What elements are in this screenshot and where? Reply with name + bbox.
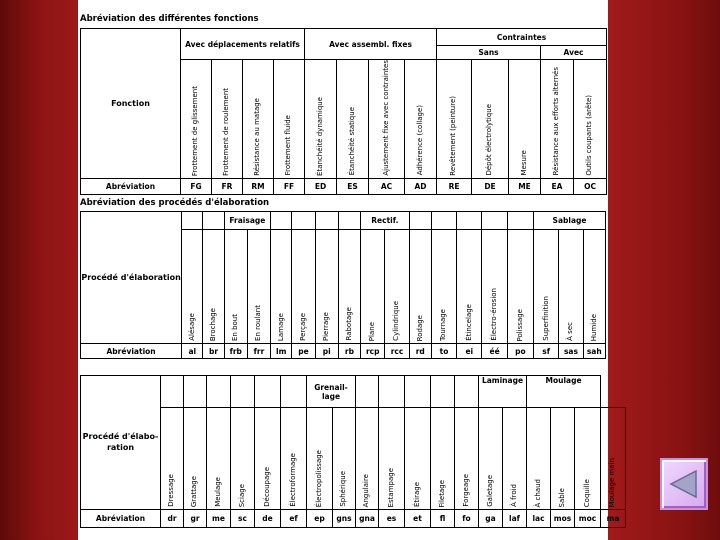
group-sablage: Sablage bbox=[534, 212, 606, 230]
procede2-column-name: Sciage bbox=[237, 483, 246, 507]
procede-abbr-cell: rb bbox=[338, 344, 360, 359]
procede-abbr-cell: sas bbox=[559, 344, 583, 359]
procede2-name-cell bbox=[379, 408, 405, 510]
procede2-name-cell bbox=[356, 408, 379, 510]
group-grenaillage: Grenail-lage bbox=[307, 376, 356, 408]
procede-column-name: Lamage bbox=[276, 312, 285, 341]
fonction-name-cell bbox=[541, 60, 574, 179]
procede-column-name: Tournage bbox=[439, 308, 448, 341]
fonction-name-cell bbox=[274, 60, 305, 179]
procede2-name-cell bbox=[231, 408, 255, 510]
procede2-name-cell bbox=[479, 408, 503, 510]
procede-name-cell bbox=[457, 230, 482, 344]
procede-abbr-cell: lm bbox=[271, 344, 292, 359]
fonction-abbr-cell: ED bbox=[305, 178, 337, 194]
procede2-column-name: Galetage bbox=[485, 475, 494, 507]
fonction-abbr-cell: FF bbox=[274, 178, 305, 194]
fonction-column-name: Résistance aux efforts alternés bbox=[552, 67, 561, 176]
fonction-column-name: Étanchéité dynamique bbox=[315, 96, 324, 176]
procede-column-name: Pierrage bbox=[322, 312, 331, 341]
procede2-abbr-cell: ga bbox=[479, 510, 503, 528]
group-deplacements-relatifs: Avec déplacements relatifs bbox=[181, 29, 305, 60]
procede-abbr-cell: sah bbox=[583, 344, 605, 359]
group-moulage: Moulage bbox=[527, 376, 601, 408]
procede-abbr-cell: éé bbox=[482, 344, 507, 359]
procede2-name-cell bbox=[431, 408, 455, 510]
fonction-abbr-cell: FG bbox=[181, 178, 212, 194]
fonction-abbr-cell: AC bbox=[369, 178, 405, 194]
triangle-left-icon bbox=[667, 467, 701, 501]
procede2-column-name: Étirage bbox=[412, 481, 421, 507]
section2-row-label: Procédé d'élaboration bbox=[81, 212, 182, 344]
procede-name-cell bbox=[338, 230, 360, 344]
procede2-abbr-cell: gns bbox=[333, 510, 356, 528]
procede-name-cell bbox=[559, 230, 583, 344]
procede-column-name: Polissage bbox=[515, 308, 524, 341]
procede-name-cell bbox=[385, 230, 409, 344]
section1-row-label: Fonction bbox=[81, 29, 181, 179]
procede2-name-cell bbox=[307, 408, 333, 510]
fonction-abbr-cell: ME bbox=[509, 178, 541, 194]
procede-abbr-cell: rcp bbox=[361, 344, 385, 359]
document-page bbox=[78, 0, 620, 540]
section3-abbr-label: Abréviation bbox=[81, 510, 161, 528]
procede-column-name: Brochage bbox=[208, 307, 217, 341]
procede-column-name: Superfinition bbox=[541, 296, 550, 341]
procede2-name-cell bbox=[161, 408, 184, 510]
procede-column-name: Rodage bbox=[415, 314, 424, 341]
procede2-abbr-cell: moc bbox=[575, 510, 601, 528]
procede2-name-cell bbox=[551, 408, 575, 510]
procede2-abbr-cell: fo bbox=[455, 510, 479, 528]
procede-name-cell bbox=[534, 230, 559, 344]
procede2-column-name: Sable bbox=[557, 487, 566, 507]
fonction-column-name: Étanchéité statique bbox=[347, 107, 356, 176]
fonction-column-name: Dépôt électrolytique bbox=[485, 104, 494, 176]
procede2-name-cell bbox=[184, 408, 207, 510]
fonction-name-cell bbox=[437, 60, 472, 179]
procedes-table-1 bbox=[80, 211, 606, 359]
fonction-abbr-cell: ES bbox=[337, 178, 369, 194]
procede2-abbr-cell: de bbox=[255, 510, 281, 528]
fonction-name-cell bbox=[574, 60, 607, 179]
procede-name-cell bbox=[203, 230, 224, 344]
group-sans: Sans bbox=[437, 46, 541, 60]
procede2-column-name: Angulaire bbox=[362, 473, 371, 507]
group-rectif: Rectif. bbox=[361, 212, 410, 230]
procede2-name-cell bbox=[503, 408, 527, 510]
procede2-column-name: À chaud bbox=[533, 478, 542, 507]
procede2-column-name: Découpage bbox=[262, 467, 271, 507]
procede2-abbr-cell: ep bbox=[307, 510, 333, 528]
procede-name-cell bbox=[247, 230, 270, 344]
procede2-column-name: Estampage bbox=[386, 467, 395, 507]
procede-abbr-cell: po bbox=[507, 344, 533, 359]
fonction-name-cell bbox=[472, 60, 509, 179]
procede-abbr-cell: ei bbox=[457, 344, 482, 359]
procede-column-name: Alésage bbox=[187, 313, 196, 341]
procede2-column-name: À froid bbox=[509, 484, 518, 507]
functions-table bbox=[80, 28, 607, 195]
procede-column-name: Perçage bbox=[298, 313, 307, 341]
procedes-table-2 bbox=[80, 375, 626, 528]
previous-slide-button[interactable] bbox=[660, 458, 708, 510]
procede-abbr-cell: rcc bbox=[385, 344, 409, 359]
procede2-column-name: Forgeage bbox=[461, 474, 470, 507]
group-assemblages-fixes: Avec assembl. fixes bbox=[305, 29, 437, 60]
fonction-column-name: Mesure bbox=[519, 150, 528, 176]
procede-abbr-cell: sf bbox=[534, 344, 559, 359]
procede2-name-cell bbox=[255, 408, 281, 510]
fonction-column-name: Frottement de glissement bbox=[191, 85, 200, 176]
fonction-name-cell bbox=[212, 60, 243, 179]
group-fraisage: Fraisage bbox=[224, 212, 271, 230]
procede-name-cell bbox=[431, 230, 456, 344]
procede-name-cell bbox=[292, 230, 315, 344]
section1-title: Abréviation des différentes fonctions bbox=[80, 14, 259, 24]
fonction-abbr-cell: RM bbox=[243, 178, 274, 194]
procede-column-name: Cylindrique bbox=[392, 301, 401, 341]
fonction-column-name: Outils coupants (arête) bbox=[585, 95, 594, 176]
fonction-column-name: Frottement de roulement bbox=[222, 87, 231, 176]
procede-column-name: En roulant bbox=[254, 305, 263, 341]
procede-column-name: Rabotage bbox=[344, 307, 353, 341]
procede2-abbr-cell: gr bbox=[184, 510, 207, 528]
procede2-name-cell bbox=[333, 408, 356, 510]
procede2-abbr-cell: es bbox=[379, 510, 405, 528]
fonction-abbr-cell: FR bbox=[212, 178, 243, 194]
fonction-abbr-cell: RE bbox=[437, 178, 472, 194]
procede2-column-name: Filetage bbox=[437, 479, 446, 507]
procede2-name-cell bbox=[281, 408, 307, 510]
fonction-name-cell bbox=[337, 60, 369, 179]
procede-column-name: Humide bbox=[589, 313, 598, 341]
procede2-name-cell bbox=[601, 408, 626, 510]
fonction-column-name: Adhérence (collage) bbox=[415, 105, 424, 176]
fonction-abbr-cell: OC bbox=[574, 178, 607, 194]
fonction-name-cell bbox=[405, 60, 437, 179]
procede2-abbr-cell: mos bbox=[551, 510, 575, 528]
procede2-abbr-cell: dr bbox=[161, 510, 184, 528]
fonction-abbr-cell: DE bbox=[472, 178, 509, 194]
procede2-abbr-cell: ma bbox=[601, 510, 626, 528]
procede2-name-cell bbox=[207, 408, 231, 510]
fonction-name-cell bbox=[369, 60, 405, 179]
procede-name-cell bbox=[224, 230, 247, 344]
procede-name-cell bbox=[583, 230, 605, 344]
procede2-name-cell bbox=[405, 408, 431, 510]
procede2-abbr-cell: et bbox=[405, 510, 431, 528]
procede-name-cell bbox=[271, 230, 292, 344]
section2-abbr-label: Abréviation bbox=[81, 344, 182, 359]
procede2-column-name: Électropolissage bbox=[314, 449, 323, 507]
procede2-abbr-cell: sc bbox=[231, 510, 255, 528]
fonction-column-name: Ajustement fixe avec contraintes bbox=[381, 60, 390, 176]
procede-column-name: À sec bbox=[566, 322, 575, 341]
procede-column-name: Étincelage bbox=[464, 304, 473, 341]
group-laminage: Laminage bbox=[479, 376, 527, 408]
fonction-name-cell bbox=[181, 60, 212, 179]
procede2-column-name: Électroformage bbox=[288, 453, 297, 507]
section3-row-label: Procédé d'élabo-ration bbox=[81, 376, 161, 510]
procede-abbr-cell: pe bbox=[292, 344, 315, 359]
procede2-abbr-cell: me bbox=[207, 510, 231, 528]
procede2-abbr-cell: ef bbox=[281, 510, 307, 528]
fonction-name-cell bbox=[243, 60, 274, 179]
procede-column-name: En bout bbox=[231, 314, 240, 341]
procede2-abbr-cell: lac bbox=[527, 510, 551, 528]
section2-title: Abréviation des procédés d'élaboration bbox=[80, 198, 270, 208]
procede-abbr-cell: br bbox=[203, 344, 224, 359]
procede-name-cell bbox=[315, 230, 338, 344]
procede2-name-cell bbox=[575, 408, 601, 510]
procede-name-cell bbox=[507, 230, 533, 344]
procede-name-cell bbox=[182, 230, 203, 344]
procede2-column-name: Grattage bbox=[190, 475, 199, 507]
procede2-column-name: Meulage bbox=[213, 477, 222, 507]
fonction-name-cell bbox=[509, 60, 541, 179]
procede-abbr-cell: to bbox=[431, 344, 456, 359]
procede2-abbr-cell: fl bbox=[431, 510, 455, 528]
fonction-abbr-cell: AD bbox=[405, 178, 437, 194]
procede2-abbr-cell: laf bbox=[503, 510, 527, 528]
procede2-name-cell bbox=[455, 408, 479, 510]
procede-name-cell bbox=[361, 230, 385, 344]
procede2-column-name: Moulage main bbox=[608, 457, 617, 507]
procede2-column-name: Sphérique bbox=[339, 471, 348, 507]
fonction-name-cell bbox=[305, 60, 337, 179]
procede-name-cell bbox=[409, 230, 431, 344]
section1-abbr-label: Abréviation bbox=[81, 178, 181, 194]
procede2-column-name: Coquille bbox=[582, 478, 591, 507]
procede-abbr-cell: frb bbox=[224, 344, 247, 359]
procede-column-name: Électro-érosion bbox=[489, 288, 498, 341]
procede-abbr-cell: al bbox=[182, 344, 203, 359]
group-contraintes: Contraintes bbox=[437, 29, 607, 46]
group-avec: Avec bbox=[541, 46, 607, 60]
procede2-abbr-cell: gna bbox=[356, 510, 379, 528]
fonction-abbr-cell: EA bbox=[541, 178, 574, 194]
fonction-column-name: Frottement fluide bbox=[284, 115, 293, 176]
procede-abbr-cell: rd bbox=[409, 344, 431, 359]
procede-abbr-cell: pi bbox=[315, 344, 338, 359]
procede-abbr-cell: frr bbox=[247, 344, 270, 359]
procede2-name-cell bbox=[527, 408, 551, 510]
fonction-column-name: Résistance au matage bbox=[253, 97, 262, 176]
procede-name-cell bbox=[482, 230, 507, 344]
procede2-column-name: Dressage bbox=[167, 474, 176, 507]
procede-column-name: Plane bbox=[368, 321, 377, 341]
fonction-column-name: Revêtement (peinture) bbox=[449, 95, 458, 176]
